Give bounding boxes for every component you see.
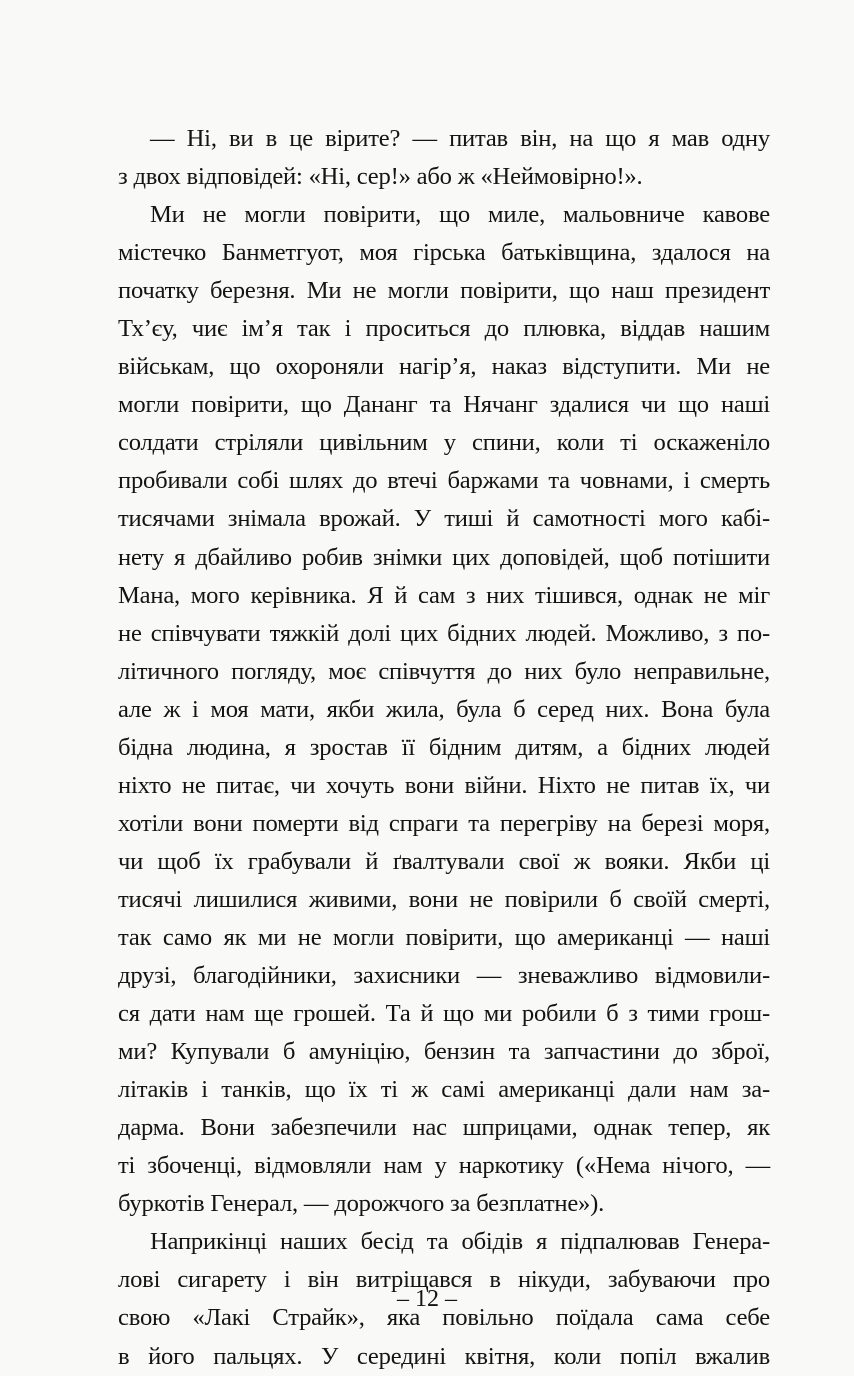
text-line: літичного погляду, моє співчуття до них було неправильне, — [118, 657, 770, 685]
text-line: ніхто не питає, чи хочуть вони війни. Ніхто не питав їх, чи — [118, 771, 770, 799]
text-line: містечко Банметгуот, моя гірська батьківщина, здалося на — [118, 239, 770, 267]
text-line: Ми не могли повірити, що миле, мальовниче кавове — [150, 201, 770, 229]
text-line: свою «Лакі Страйк», яка повільно поїдала сама себе — [118, 1304, 770, 1332]
text-line: — Ні, ви в це вірите? — питав він, на що я мав одну — [150, 125, 770, 152]
body-text — [118, 120, 770, 1376]
text-line: тисячі лишилися живими, вони не повірили б своїй смерті, — [118, 885, 770, 913]
text-line: так само як ми не могли повірити, що американці — наші — [118, 923, 770, 951]
text-line: чи щоб їх грабували й ґвалтували свої ж вояки. Якби ці — [118, 847, 770, 875]
text-line: Мана, мого керівника. Я й сам з них тішився, однак не міг — [118, 581, 770, 609]
text-line: солдати стріляли цивільним у спини, коли ті оскаженіло — [118, 429, 770, 457]
text-line: друзі, благодійники, захисники — зневажливо відмовили- — [118, 962, 770, 990]
text-line: ми? Купували б амуніцію, бензин та запчастини до зброї, — [118, 1038, 770, 1066]
text-line: нету я дбайливо робив знімки цих доповідей, щоб потішити — [118, 543, 770, 571]
text-line: буркотів Генерал, — дорожчого за безплатне»). — [118, 1190, 605, 1218]
text-line: пробивали собі шлях до втечі баржами та човнами, і смерть — [118, 467, 770, 495]
text-line: хотіли вони померти від спраги та перегріву на березі моря, — [118, 809, 770, 837]
text-line: військам, що охороняли нагір’я, наказ відступити. Ми не — [118, 353, 770, 381]
text-line: але ж і моя мати, якби жила, була б серед них. Вона була — [118, 695, 770, 723]
text-line: Наприкінці наших бесід та обідів я підпалював Генера- — [150, 1228, 770, 1256]
text-line: бідна людина, я зростав її бідним дитям, а бідних людей — [118, 733, 770, 761]
text-line: в його пальцях. У середині квітня, коли попіл вжалив — [118, 1342, 770, 1370]
text-line: не співчувати тяжкій долі цих бідних людей. Можливо, з по- — [118, 619, 770, 647]
text-line: з двох відповідей: «Ні, сер!» або ж «Неймовірно!». — [118, 163, 643, 191]
text-line: дарма. Вони забезпечили нас шприцами, однак тепер, як — [118, 1114, 770, 1142]
text-line: ті збоченці, відмовляли нам у наркотику («Нема нічого, — — [118, 1152, 770, 1180]
text-line: могли повірити, що Дананг та Нячанг здалися чи що наші — [118, 391, 770, 419]
page-number: – 12 – — [397, 1286, 457, 1312]
text-line: тисячами знімала врожай. У тиші й самотності мого кабі- — [118, 505, 770, 533]
text-line: ся дати нам ще грошей. Та й що ми робили б з тими грош- — [118, 1000, 770, 1028]
text-line: початку березня. Ми не могли повірити, що наш президент — [118, 277, 770, 305]
text-line: літаків і танків, що їх ті ж самі американці дали нам за- — [118, 1076, 770, 1104]
text-line: лові сигарету і він витріщався в нікуди, забуваючи про — [118, 1266, 770, 1294]
text-line: Тх’єу, чиє ім’я так і проситься до плювка, віддав нашим — [118, 315, 770, 343]
